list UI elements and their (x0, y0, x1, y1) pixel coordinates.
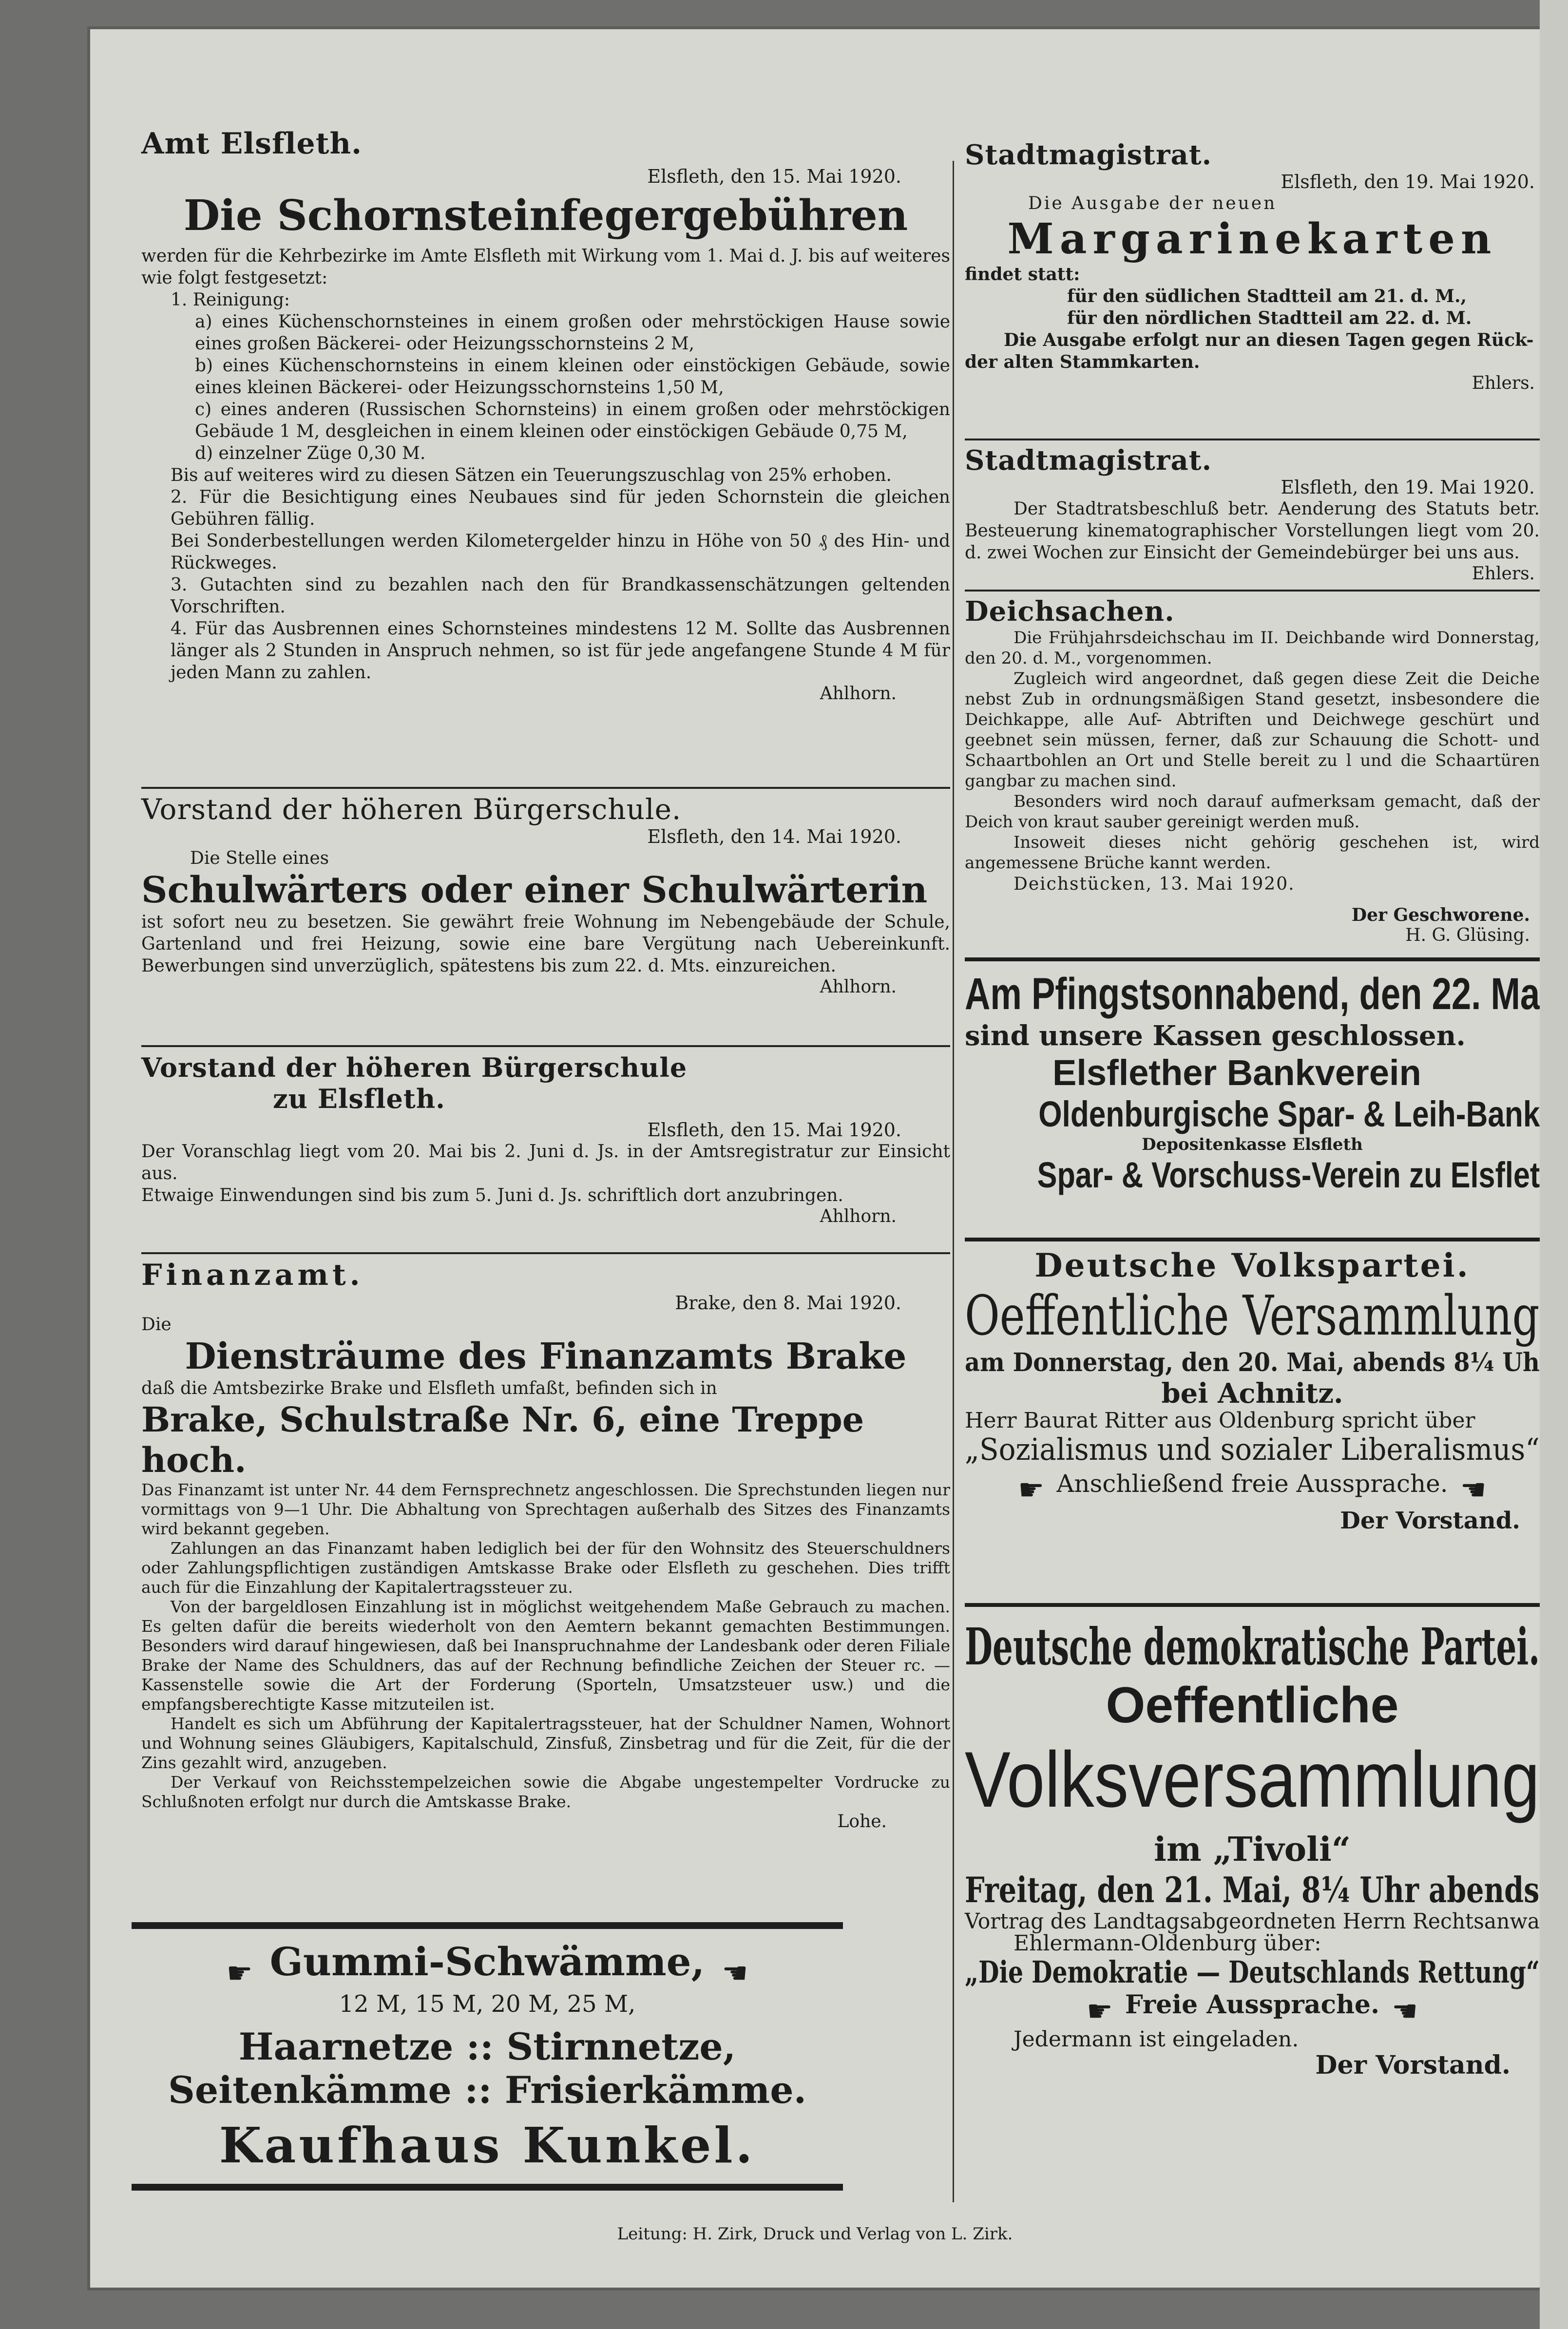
address: Brake, Schulstraße Nr. 6, eine Treppe hoch. (141, 1399, 864, 1480)
discussion-text: Freie Aussprache. (1125, 1990, 1380, 2020)
invitation: Jedermann ist eingeladen. (1013, 2026, 1299, 2052)
paragraph: Das Finanzamt ist unter Nr. 44 dem Fernsprechnetz angeschlossen. Die Sprechstunden liegen nur vormittags von 9—1 Uhr. Die Abhaltung von Sprechtagen außerhalb des Sitzes des Finanzamts wird bekannt gegeben. (141, 1480, 950, 1538)
notice-line: Die Ausgabe erfolgt nur an diesen Tagen gegen Rück- (1004, 330, 1534, 350)
ad-top-border (132, 1922, 843, 1929)
ad-border (965, 1238, 1540, 1241)
ad-border (965, 1603, 1540, 1607)
signature: Ahlhorn. (820, 1206, 897, 1226)
signature: H. G. Glüsing. (1405, 925, 1530, 945)
paragraph: Der Verkauf von Reichsstempelzeichen sowie die Abgabe ungestempelter Vordrucke zu Schlußnoten erfolgt nur durch die Amtskasse Brake. (141, 1773, 950, 1811)
paragraph: Zahlungen an das Finanzamt haben lediglich bei der für den Wohnsitz des Steuerschuldners oder Zahlungspflichtigen zuständigen Amtskasse Brake oder Elsfleth zu geschehen. Dies trifft auch für die Einzahlung der Kapitalertragssteuer zu. (141, 1539, 950, 1597)
item: b) eines Küchenschornsteins in einem kleinen oder einstöckigen Gebäude, sowie eines kleinen Bäckerei- oder Heizungsschornsteins 1,50 M, (195, 356, 950, 398)
ad-bottom-border (132, 2184, 843, 2191)
party-name: Deutsche demokratische Partei. (965, 1617, 1540, 1677)
dateline: Elsfleth, den 15. Mai 1920. (647, 1119, 901, 1141)
pre-text: Die Ausgabe der neuen (1028, 193, 1277, 213)
newspaper-page (90, 29, 1540, 2288)
discussion-row (965, 1470, 1540, 1507)
notice-title: Schulwärters oder einer Schulwärterin (141, 869, 928, 911)
speaker-line: Herr Baurat Ritter aus Oldenburg spricht über (965, 1408, 1475, 1433)
dateline: Elsfleth, den 19. Mai 1920. (1281, 171, 1535, 192)
bank-name: Spar- & Vorschuss-Verein zu Elsflet (1037, 1155, 1540, 1195)
stadtmagistrat-notice-1 (965, 139, 1540, 393)
ad-border (965, 957, 1540, 961)
pointing-hand-icon: ☛ (1018, 1472, 1045, 1507)
notice-sub: daß die Amtsbezirke Brake und Elsfleth umfaßt, befinden sich in (141, 1378, 717, 1398)
event-date: am Donnerstag, den 20. Mai, abends 8¼ Uh (965, 1348, 1540, 1377)
event-date: Freitag, den 21. Mai, 8¼ Uhr abends (965, 1869, 1540, 1910)
item: Bis auf weiteres wird zu diesen Sätzen ein Teuerungszuschlag von 25% erhoben. (171, 465, 892, 485)
notice-title: Diensträume des Finanzamts Brake (185, 1336, 907, 1377)
ad-title: Gummi-Schwämme, (269, 1939, 705, 1985)
event-place: im „Tivoli“ (1154, 1830, 1351, 1869)
discussion-text: Anschließend freie Aussprache. (1056, 1470, 1448, 1498)
signature: Ehlers. (1472, 373, 1535, 393)
stadtmagistrat-notice-2 (965, 439, 1540, 584)
item: 4. Für das Ausbrennen eines Schornsteines mindestens 12 M. Sollte das Ausbrennen länger als 2 Stunden in Anspruch nehmen, so ist für jede angefangene Stunde 4 M für jeden Mann zu zahlen. (171, 619, 950, 683)
imprint-footer: Leitung: H. Zirk, Druck und Verlag von L. Zirk. (617, 2224, 1013, 2244)
dateline: Elsfleth, den 19. Mai 1920. (1281, 477, 1535, 498)
event-place: bei Achnitz. (1161, 1377, 1343, 1410)
ad-title: Oeffentliche (1106, 1677, 1399, 1734)
section-header: Amt Elsfleth. (141, 127, 362, 161)
notice-title: Margarinekarten (1007, 214, 1497, 264)
ad-title-row (132, 1939, 843, 1990)
notice-body: Etwaige Einwendungen sind bis zum 5. Juni d. Js. schriftlich dort anzubringen. (141, 1185, 843, 1205)
signature: Ahlhorn. (820, 684, 897, 704)
notice-title: Die Schornsteinfegergebühren (183, 191, 908, 240)
paragraph: Die Frühjahrsdeichschau im II. Deichbande wird Donnerstag, den 20. d. M., vorgenommen. (965, 628, 1540, 668)
section-header: Stadtmagistrat. (965, 139, 1212, 171)
ad-title: Am Pfingstsonnabend, den 22. Ma (965, 969, 1540, 1019)
schule-notice-2 (141, 1045, 950, 1226)
notice-line: findet statt: (965, 264, 1080, 285)
pre-text: Die (141, 1315, 172, 1335)
discussion-row (965, 1990, 1540, 2028)
pointing-hand-icon: ☚ (1392, 1994, 1418, 2028)
bank-name: Oldenburgische Spar- & Leih-Bank (1038, 1094, 1540, 1134)
bank-sub: Depositenkasse Elsfleth (1142, 1135, 1363, 1154)
schule-notice-1 (141, 787, 950, 997)
item: c) eines anderen (Russischen Schornsteins) in einem großen oder mehrstöckigen Gebäude 1 M, desgleichen in einem kleinen oder einstöckigen Gebäude 0,75 M, (195, 400, 950, 441)
pre-text: Die Stelle eines (190, 848, 329, 868)
signature: Der Vorstand. (1315, 2050, 1511, 2080)
pointing-hand-icon: ☛ (1086, 1994, 1113, 2028)
rule (141, 1252, 950, 1254)
paragraph: Insoweit dieses nicht gehörig geschehen ist, wird angemessene Brüche kannt werden. (965, 833, 1540, 873)
pointing-hand-icon: ☛ (226, 1956, 253, 1990)
rule (141, 1045, 950, 1047)
adjacent-page-edge (1540, 0, 1568, 2329)
paragraph: Besonders wird noch darauf aufmerksam gemacht, daß der Deich von kraut sauber gereinigt werden muß. (965, 792, 1540, 832)
dateline: Deichstücken, 13. Mai 1920. (1013, 874, 1295, 894)
dateline: Elsfleth, den 15. Mai 1920. (647, 166, 901, 187)
item: Bei Sonderbestellungen werden Kilometergelder hinzu in Höhe von 50 ₰ des Hin- und Rückweges. (171, 531, 950, 573)
ad-title: Oeffentliche Versammlung (965, 1284, 1540, 1348)
item: 2. Für die Besichtigung eines Neubaues sind für jeden Schornstein die gleichen Gebühren fällig. (171, 487, 950, 529)
deichsachen-notice (965, 590, 1540, 945)
section-header: Finanzamt. (141, 1258, 364, 1292)
notice-line: für den südlichen Stadtteil am 21. d. M., (1067, 286, 1467, 306)
pointing-hand-icon: ☚ (722, 1956, 748, 1990)
notice-body: ist sofort neu zu besetzen. Sie gewährt freie Wohnung im Nebengebäude der Schule, Gartenland und frei Heizung, sowie eine bare Vergütung nach Uebereinkunft. Bewerbungen sind unverzüglich, spätestens bis zum 22. d. Mts. einzureichen. (141, 912, 950, 976)
dateline: Elsfleth, den 14. Mai 1920. (647, 826, 901, 847)
signature: Der Geschworene. (1351, 905, 1530, 925)
bank-name: Elsflether Bankverein (1052, 1052, 1421, 1093)
rule (141, 787, 950, 789)
dateline: Brake, den 8. Mai 1920. (675, 1292, 901, 1314)
ad-shop-name: Kaufhaus Kunkel. (219, 2116, 756, 2174)
paragraph: Handelt es sich um Abführung der Kapitalertragssteuer, hat der Schuldner Namen, Wohnort und Wohnung seines Gläubigers, Kapitalschuld, Zinsfuß, Zinsbetrag und für die Zeit, für die der Zins gezahlt wird, anzugeben. (141, 1714, 950, 1772)
section-header: Vorstand der höheren Bürgerschule (141, 1052, 688, 1083)
ad-title-main: Volksversammlung (965, 1736, 1540, 1824)
notice-body: Der Stadtratsbeschluß betr. Aenderung des Statuts betr. Besteuerung kinematographischer Vorstellungen liegt vom 20. d. zwei Wochen zur Einsicht der Gemeindebürger bei uns aus. (965, 499, 1540, 563)
notice-body: Der Voranschlag liegt vom 20. Mai bis 2. Juni d. Js. in der Amtsregistratur zur Einsicht aus. (141, 1142, 950, 1184)
section-header: Deichsachen. (965, 595, 1175, 628)
section-header-line2: zu Elsfleth. (273, 1083, 445, 1114)
signature: Lohe. (837, 1812, 887, 1832)
kunkel-ad (132, 1922, 843, 2191)
item: d) einzelner Züge 0,30 M. (195, 443, 426, 463)
section-header: Vorstand der höheren Bürgerschule. (141, 793, 682, 826)
column-separator (953, 161, 954, 2202)
item: a) eines Küchenschornsteines in einem großen oder mehrstöckigen Hause sowie eines großen Bäckerei- oder Heizungsschornsteins 2 M, (195, 312, 950, 354)
item: 1. Reinigung: (171, 290, 290, 310)
signature: Ehlers. (1472, 564, 1535, 584)
ad-sub: sind unsere Kassen geschlossen. (965, 1020, 1466, 1052)
item: 3. Gutachten sind zu bezahlen nach den für Brandkassenschätzungen geltenden Vorschriften. (171, 575, 950, 617)
rule (965, 439, 1540, 440)
notice-line: für den nördlichen Stadtteil am 22. d. M. (1067, 308, 1472, 328)
ad-line: Haarnetze :: Stirnnetze, (238, 2024, 736, 2068)
ad-prices: 12 M, 15 M, 20 M, 25 M, (339, 1990, 636, 2018)
speaker-line: Ehlermann-Oldenburg über: (1013, 1931, 1321, 1956)
ddp-ad (965, 1603, 1540, 2080)
signature: Der Vorstand. (1340, 1507, 1520, 1534)
finanzamt-notice (141, 1252, 950, 1832)
banks-ad (965, 957, 1540, 1196)
lecture-topic: „Die Demokratie — Deutschlands Rettung“ (965, 1954, 1540, 1990)
amt-elsfleth-notice (141, 127, 950, 704)
paragraph: Zugleich wird angeordnet, daß gegen diese Zeit die Deiche nebst Zub in ordnungsmäßigen Stand gesetzt, insbesondere die Deichkappe, alle Auf- Abtriften und Deichwege geschürt und geebnet sein müssen, ferner, daß zur Schauung die Schott- und Schaartbohlen an Ort und Stelle bereit zu l und die Schaartüren gangbar zu machen sind. (965, 669, 1540, 791)
notice-intro: werden für die Kehrbezirke im Amte Elsfleth mit Wirkung vom 1. Mai d. J. bis auf weiteres wie folgt festgesetzt: (141, 246, 950, 288)
pointing-hand-icon: ☚ (1460, 1472, 1487, 1507)
dvp-ad (965, 1238, 1540, 1534)
ad-line: Seitenkämme :: Frisierkämme. (168, 2068, 807, 2112)
rule (965, 590, 1540, 592)
lecture-line: Vortrag des Landtagsabgeordneten Herrn Rechtsanwa (965, 1909, 1540, 1934)
section-header: Stadtmagistrat. (965, 444, 1212, 477)
signature: Ahlhorn. (820, 977, 897, 997)
lecture-topic: „Sozialismus und sozialer Liberalismus“ (965, 1432, 1540, 1467)
party-name: Deutsche Volkspartei. (1034, 1246, 1470, 1284)
paragraph: Von der bargeldlosen Einzahlung ist in möglichst weitgehendem Maße Gebrauch zu machen. Es gelten dafür die bereits wiederholt von den Aemtern bekannt gemachten Bestimmungen. Besonders wird darauf hingewiesen, daß bei Inanspruchnahme der Landesbank oder deren Filiale Brake der Name des Schuldners, das auf der Rechnung befindliche Zeichen der Steuer rc. — Kassenstelle sowie die Art der Forderung (Sporteln, Umsatzsteuer usw.) und die empfangsberechtigte Kasse mitzuteilen ist. (141, 1597, 950, 1714)
notice-line: der alten Stammkarten. (965, 352, 1200, 372)
